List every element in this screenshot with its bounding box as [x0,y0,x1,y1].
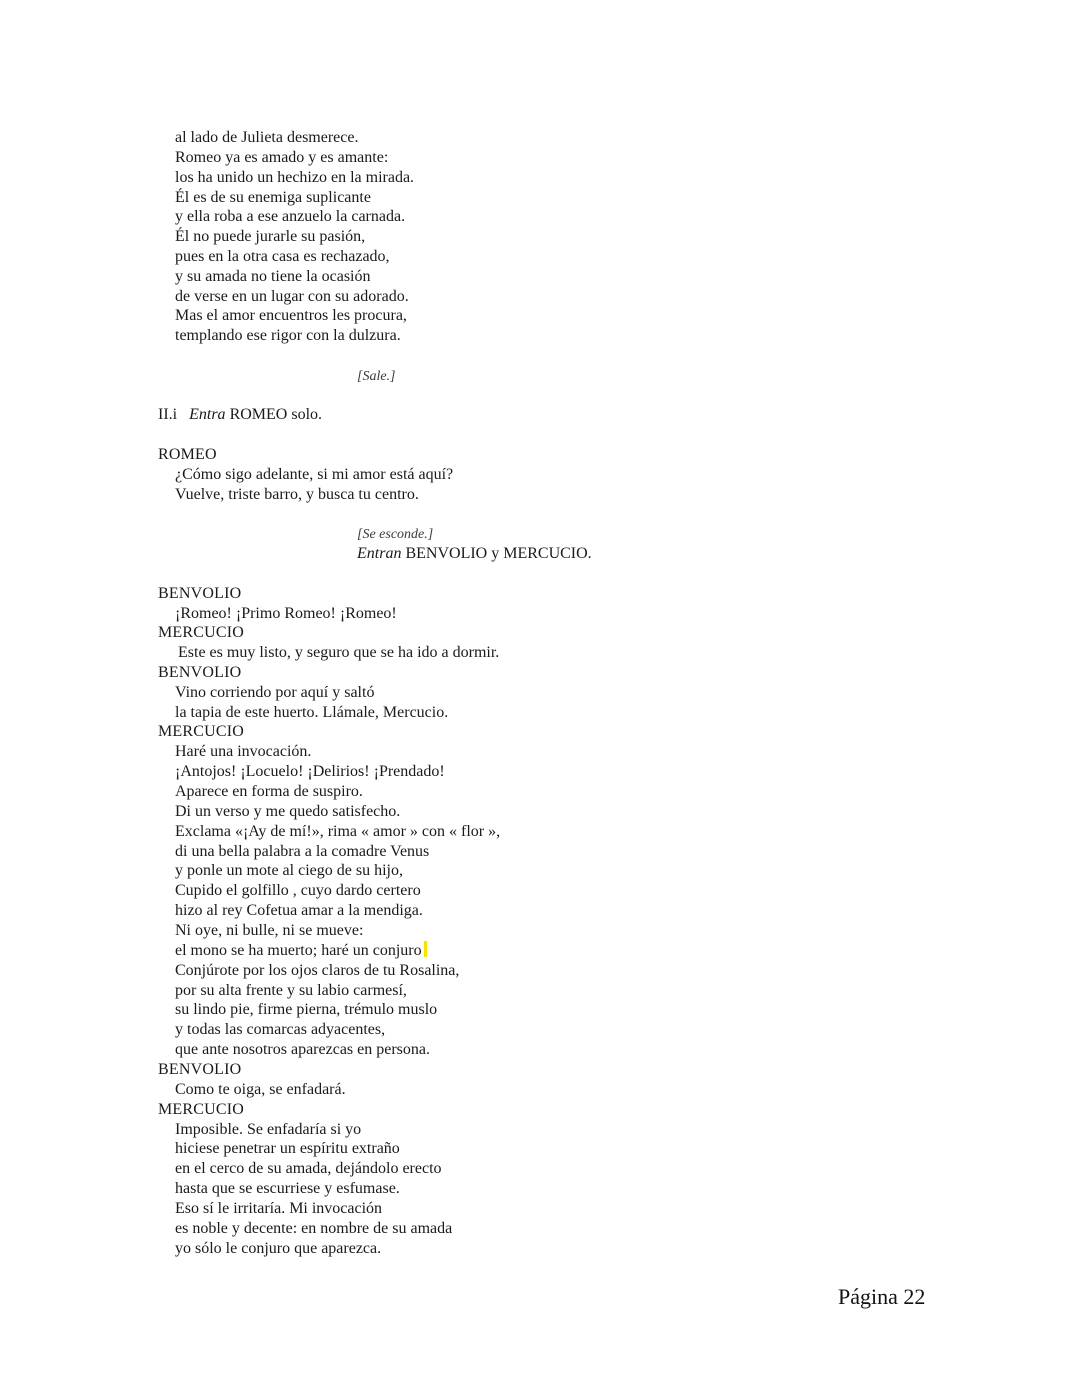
speech-line: di una bella palabra a la comadre Venus [175,843,430,860]
intro-line: pues en la otra casa es rechazado, [175,248,390,265]
intro-line: los ha unido un hechizo en la mirada. [175,169,415,186]
speaker-name: BENVOLIO [158,664,242,681]
intro-line: y su amada no tiene la ocasión [175,268,371,285]
intro-line: de verse en un lugar con su adorado. [175,288,409,305]
speech-line: Imposible. Se enfadaría si yo [175,1121,362,1138]
speech-line: hizo al rey Cofetua amar a la mendiga. [175,902,423,919]
speech-line: ¡Romeo! ¡Primo Romeo! ¡Romeo! [175,605,397,622]
speaker-name: BENVOLIO [158,585,242,602]
speaker-name: MERCUCIO [158,1101,245,1118]
speech-line: Eso sí le irritaría. Mi invocación [175,1200,383,1217]
speech-line: es noble y decente: en nombre de su amada [175,1220,453,1237]
speech-line: y ponle un mote al ciego de su hijo, [175,862,403,879]
speech-line: Exclama «¡Ay de mí!», rima « amor » con « flor », [175,823,501,840]
intro-line: Mas el amor encuentros les procura, [175,307,407,324]
scene-entra: Entra [189,406,226,423]
speaker-name: BENVOLIO [158,1061,242,1078]
speech-line: ¿Cómo sigo adelante, si mi amor está aquí? [175,466,454,483]
speech-line: Di un verso y me quedo satisfecho. [175,803,401,820]
scene-number: II.i [158,406,178,423]
highlight-mark [424,941,427,957]
speaker-name: ROMEO [158,446,217,463]
speech-line: yo sólo le conjuro que aparezca. [175,1240,382,1257]
stage-direction-esconde: [Se esconde.] [357,527,434,542]
speech-line-text: el mono se ha muerto; haré un conjuro [175,942,422,959]
intro-line: Él no puede jurarle su pasión, [175,228,366,245]
speech-line: su lindo pie, firme pierna, trémulo muslo [175,1001,438,1018]
stage-entran-word: Entran [357,545,402,562]
speech-line: y todas las comarcas adyacentes, [175,1021,386,1038]
speech-line: hasta que se escurriese y esfumase. [175,1180,400,1197]
speech-line: Aparece en forma de suspiro. [175,783,363,800]
intro-line: y ella roba a ese anzuelo la carnada. [175,208,406,225]
speech-line: Este es muy listo, y seguro que se ha ido a dormir. [178,644,500,661]
intro-line: Él es de su enemiga suplicante [175,189,371,206]
stage-direction-sale: [Sale.] [357,369,396,384]
scene-heading [158,405,322,425]
speech-line: hiciese penetrar un espíritu extraño [175,1140,400,1157]
speech-line: Vino corriendo por aquí y saltó [175,684,375,701]
scene-rest: ROMEO solo. [229,406,323,423]
speech-line-highlighted [175,941,427,961]
speech-line: Vuelve, triste barro, y busca tu centro. [175,486,419,503]
intro-line: al lado de Julieta desmerece. [175,129,359,146]
speech-line: Haré una invocación. [175,743,312,760]
intro-line: Romeo ya es amado y es amante: [175,149,389,166]
speech-line: la tapia de este huerto. Llámale, Mercucio. [175,704,449,721]
stage-entran-rest: BENVOLIO y MERCUCIO. [405,545,592,562]
speech-line: en el cerco de su amada, dejándolo erecto [175,1160,442,1177]
speech-line: Ni oye, ni bulle, ni se mueve: [175,922,364,939]
speaker-name: MERCUCIO [158,723,245,740]
page-number: Página 22 [838,1284,926,1309]
speech-line: Cupido el golfillo , cuyo dardo certero [175,882,421,899]
stage-direction-entran [357,544,592,564]
speech-line: por su alta frente y su labio carmesí, [175,982,407,999]
speaker-name: MERCUCIO [158,624,245,641]
speech-line: Conjúrote por los ojos claros de tu Rosalina, [175,962,460,979]
intro-line: templando ese rigor con la dulzura. [175,327,401,344]
speech-line: ¡Antojos! ¡Locuelo! ¡Delirios! ¡Prendado! [175,763,445,780]
speech-line: que ante nosotros aparezcas en persona. [175,1041,430,1058]
speech-line: Como te oiga, se enfadará. [175,1081,346,1098]
